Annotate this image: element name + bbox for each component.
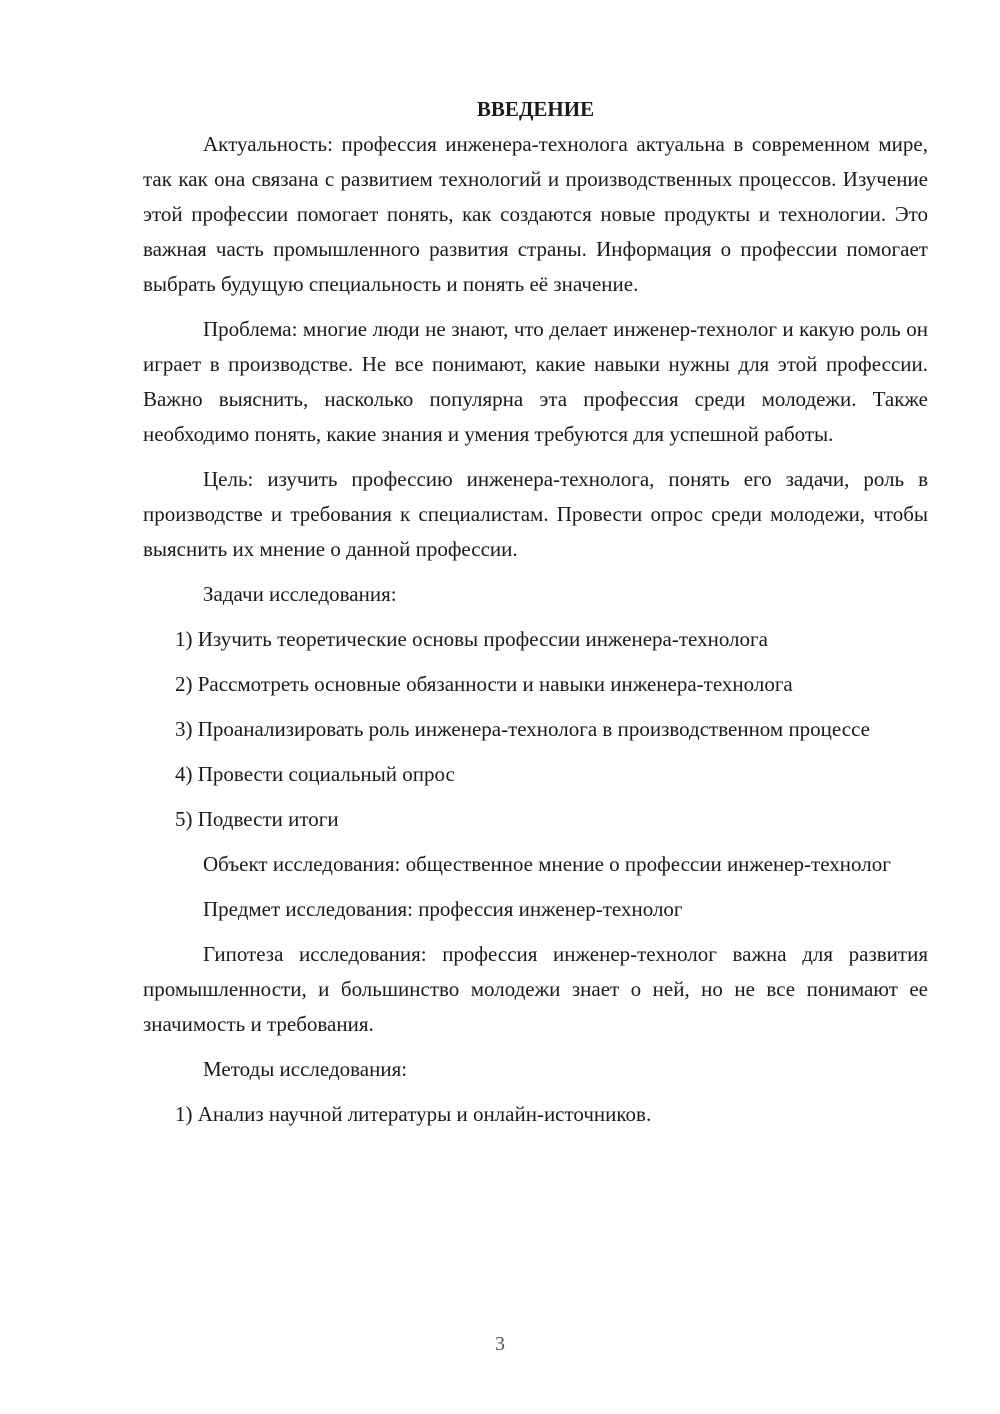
hypothesis-paragraph: Гипотеза исследования: профессия инженер-технолог важна для развития промышленности, и большинство молодежи знает о ней, но не все понимают ее значимость и требования. [143, 942, 928, 1036]
subject-paragraph: Предмет исследования: профессия инженер-технолог [203, 897, 683, 921]
problem-paragraph: Проблема: многие люди не знают, что делает инженер-технолог и какую роль он играет в производстве. Не все понимают, какие навыки нужны для этой профессии. Важно выяснить, насколько популярна эта профессия среди молодежи. Также необходимо понять, какие знания и умения требуются для успешной работы. [143, 317, 928, 446]
task-item: 2) Рассмотреть основные обязанности и навыки инженера-технолога [175, 672, 793, 696]
task-item: 4) Провести социальный опрос [175, 762, 455, 786]
goal-paragraph: Цель: изучить профессию инженера-технолога, понять его задачи, роль в производстве и требования к специалистам. Провести опрос среди молодежи, чтобы выяснить их мнение о данной профессии. [143, 467, 928, 561]
tasks-label: Задачи исследования: [203, 582, 397, 606]
task-item: 1) Изучить теоретические основы профессии инженера-технолога [175, 627, 768, 651]
relevance-paragraph: Актуальность: профессия инженера-технолога актуальна в современном мире, так как она связана с развитием технологий и производственных процессов. Изучение этой профессии помогает понять, как создаются новые продукты и технологии. Это важная часть промышленного развития страны. Информация о профессии помогает выбрать будущую специальность и понять её значение. [143, 132, 928, 296]
document-page [143, 92, 928, 1142]
methods-label: Методы исследования: [203, 1057, 408, 1081]
section-title: ВВЕДЕНИЕ [476, 97, 595, 121]
task-item: 3) Проанализировать роль инженера-технолога в производственном процессе [175, 717, 870, 741]
page-number: 3 [495, 1333, 505, 1355]
task-item: 5) Подвести итоги [175, 807, 339, 831]
object-paragraph: Объект исследования: общественное мнение о профессии инженер-технолог [203, 852, 891, 876]
method-item: 1) Анализ научной литературы и онлайн-источников. [175, 1102, 652, 1126]
